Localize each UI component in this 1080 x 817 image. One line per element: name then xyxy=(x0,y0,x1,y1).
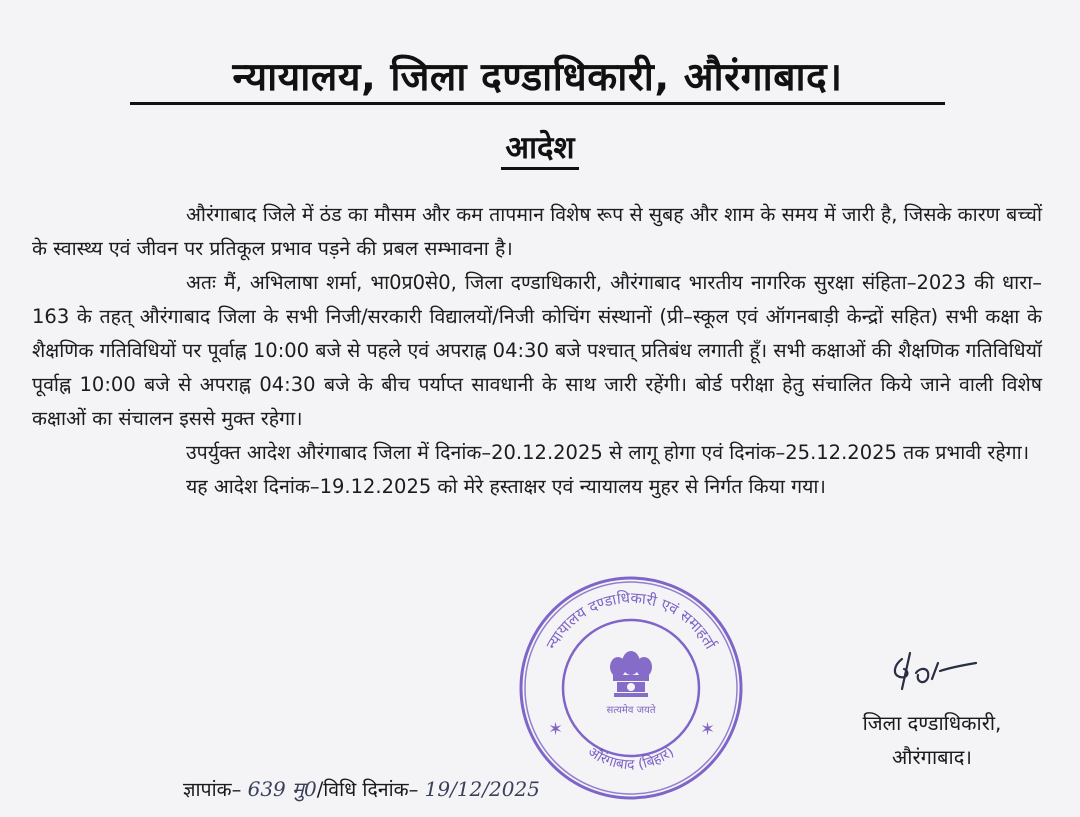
paragraph-effective-dates: उपर्युक्त आदेश औरंगाबाद जिला में दिनांक–20.12.2025 से लागू होगा एवं दिनांक–25.12.2025 तक प्रभावी रहेगा। xyxy=(186,441,1030,464)
title-underline xyxy=(130,102,945,105)
seal-ring-text xyxy=(542,589,720,653)
handwritten-signature xyxy=(880,645,980,705)
memo-reference-line xyxy=(183,772,703,807)
seal-motto: सत्यमेव जयते xyxy=(606,705,656,716)
seal-star-right: ✶ xyxy=(700,719,716,740)
paragraph-issuance: यह आदेश दिनांक–19.12.2025 को मेरे हस्ताक्षर एवं न्यायालय मुहर से निर्गत किया गया। xyxy=(186,475,826,498)
seal-star-left: ✶ xyxy=(548,719,564,740)
memo-date-label: दिनांक– xyxy=(362,778,419,801)
designation-place: औरंगाबाद। xyxy=(892,745,972,769)
paragraph-cold-weather: औरंगाबाद जिले में ठंड का मौसम और कम तापमान विशेष रूप से सुबह और शाम के समय में जारी है, जिसके कारण बच्चों के स्वास्थ्य एवं जीवन पर प्रतिकूल प्रभाव पड़ने की प्रबल सम्भावना है। xyxy=(32,203,1042,260)
court-title: न्यायालय, जिला दण्डाधिकारी, औरंगाबाद। xyxy=(232,55,843,100)
order-body xyxy=(32,198,1042,504)
signatory-designation xyxy=(832,706,1032,774)
designation-title: जिला दण्डाधिकारी, xyxy=(862,711,1002,735)
paragraph-restriction: अतः मैं, अभिलाषा शर्मा, भा0प्र0से0, जिला दण्डाधिकारी, औरंगाबाद भारतीय नागरिक सुरक्षा संहिता–2023 की धारा–163 के तहत् औरंगाबाद जिला के सभी निजी/सरकारी विद्यालयों/निजी कोचिंग संस्थानों (प्री–स्कूल एवं ऑगनबाड़ी केन्द्रों सहित) सभी कक्षा के शैक्षणिक गतिविधियों पर पूर्वाह्न 10:00 बजे से पहले एवं अपराह्न 04:30 बजे पश्चात् प्रतिबंध लगाती हूँ। सभी कक्षाओं की शैक्षणिक गतिविधियॉ पूर्वाह्न 10:00 बजे से अपराह्न 04:30 बजे के बीच पर्याप्त सावधानी के साथ जारी रहेंगी। बोर्ड परीक्षा हेतु संचालित किये जाने वाली विशेष कक्षाओं का संचालन इससे मुक्त रहेगा। xyxy=(32,271,1042,430)
memo-number: 639 xyxy=(247,777,286,801)
document-header xyxy=(130,54,945,105)
memo-label: ज्ञापांक– xyxy=(183,778,242,801)
order-heading-text: आदेश xyxy=(501,130,578,170)
memo-dept: मु0 xyxy=(292,777,317,801)
lion-capital-emblem xyxy=(610,651,652,697)
order-heading xyxy=(0,127,1080,169)
seal-ring-text-path: न्यायालय दण्डाधिकारी एवं समाहर्ता xyxy=(542,588,720,653)
memo-dept-suffix: /विधि xyxy=(316,778,357,801)
memo-date-value: 19/12/2025 xyxy=(424,777,540,801)
court-seal-stamp xyxy=(518,575,744,801)
seal-place-text-path: औरंगाबाद (बिहार) xyxy=(584,743,678,774)
seal-place-text xyxy=(585,743,677,773)
